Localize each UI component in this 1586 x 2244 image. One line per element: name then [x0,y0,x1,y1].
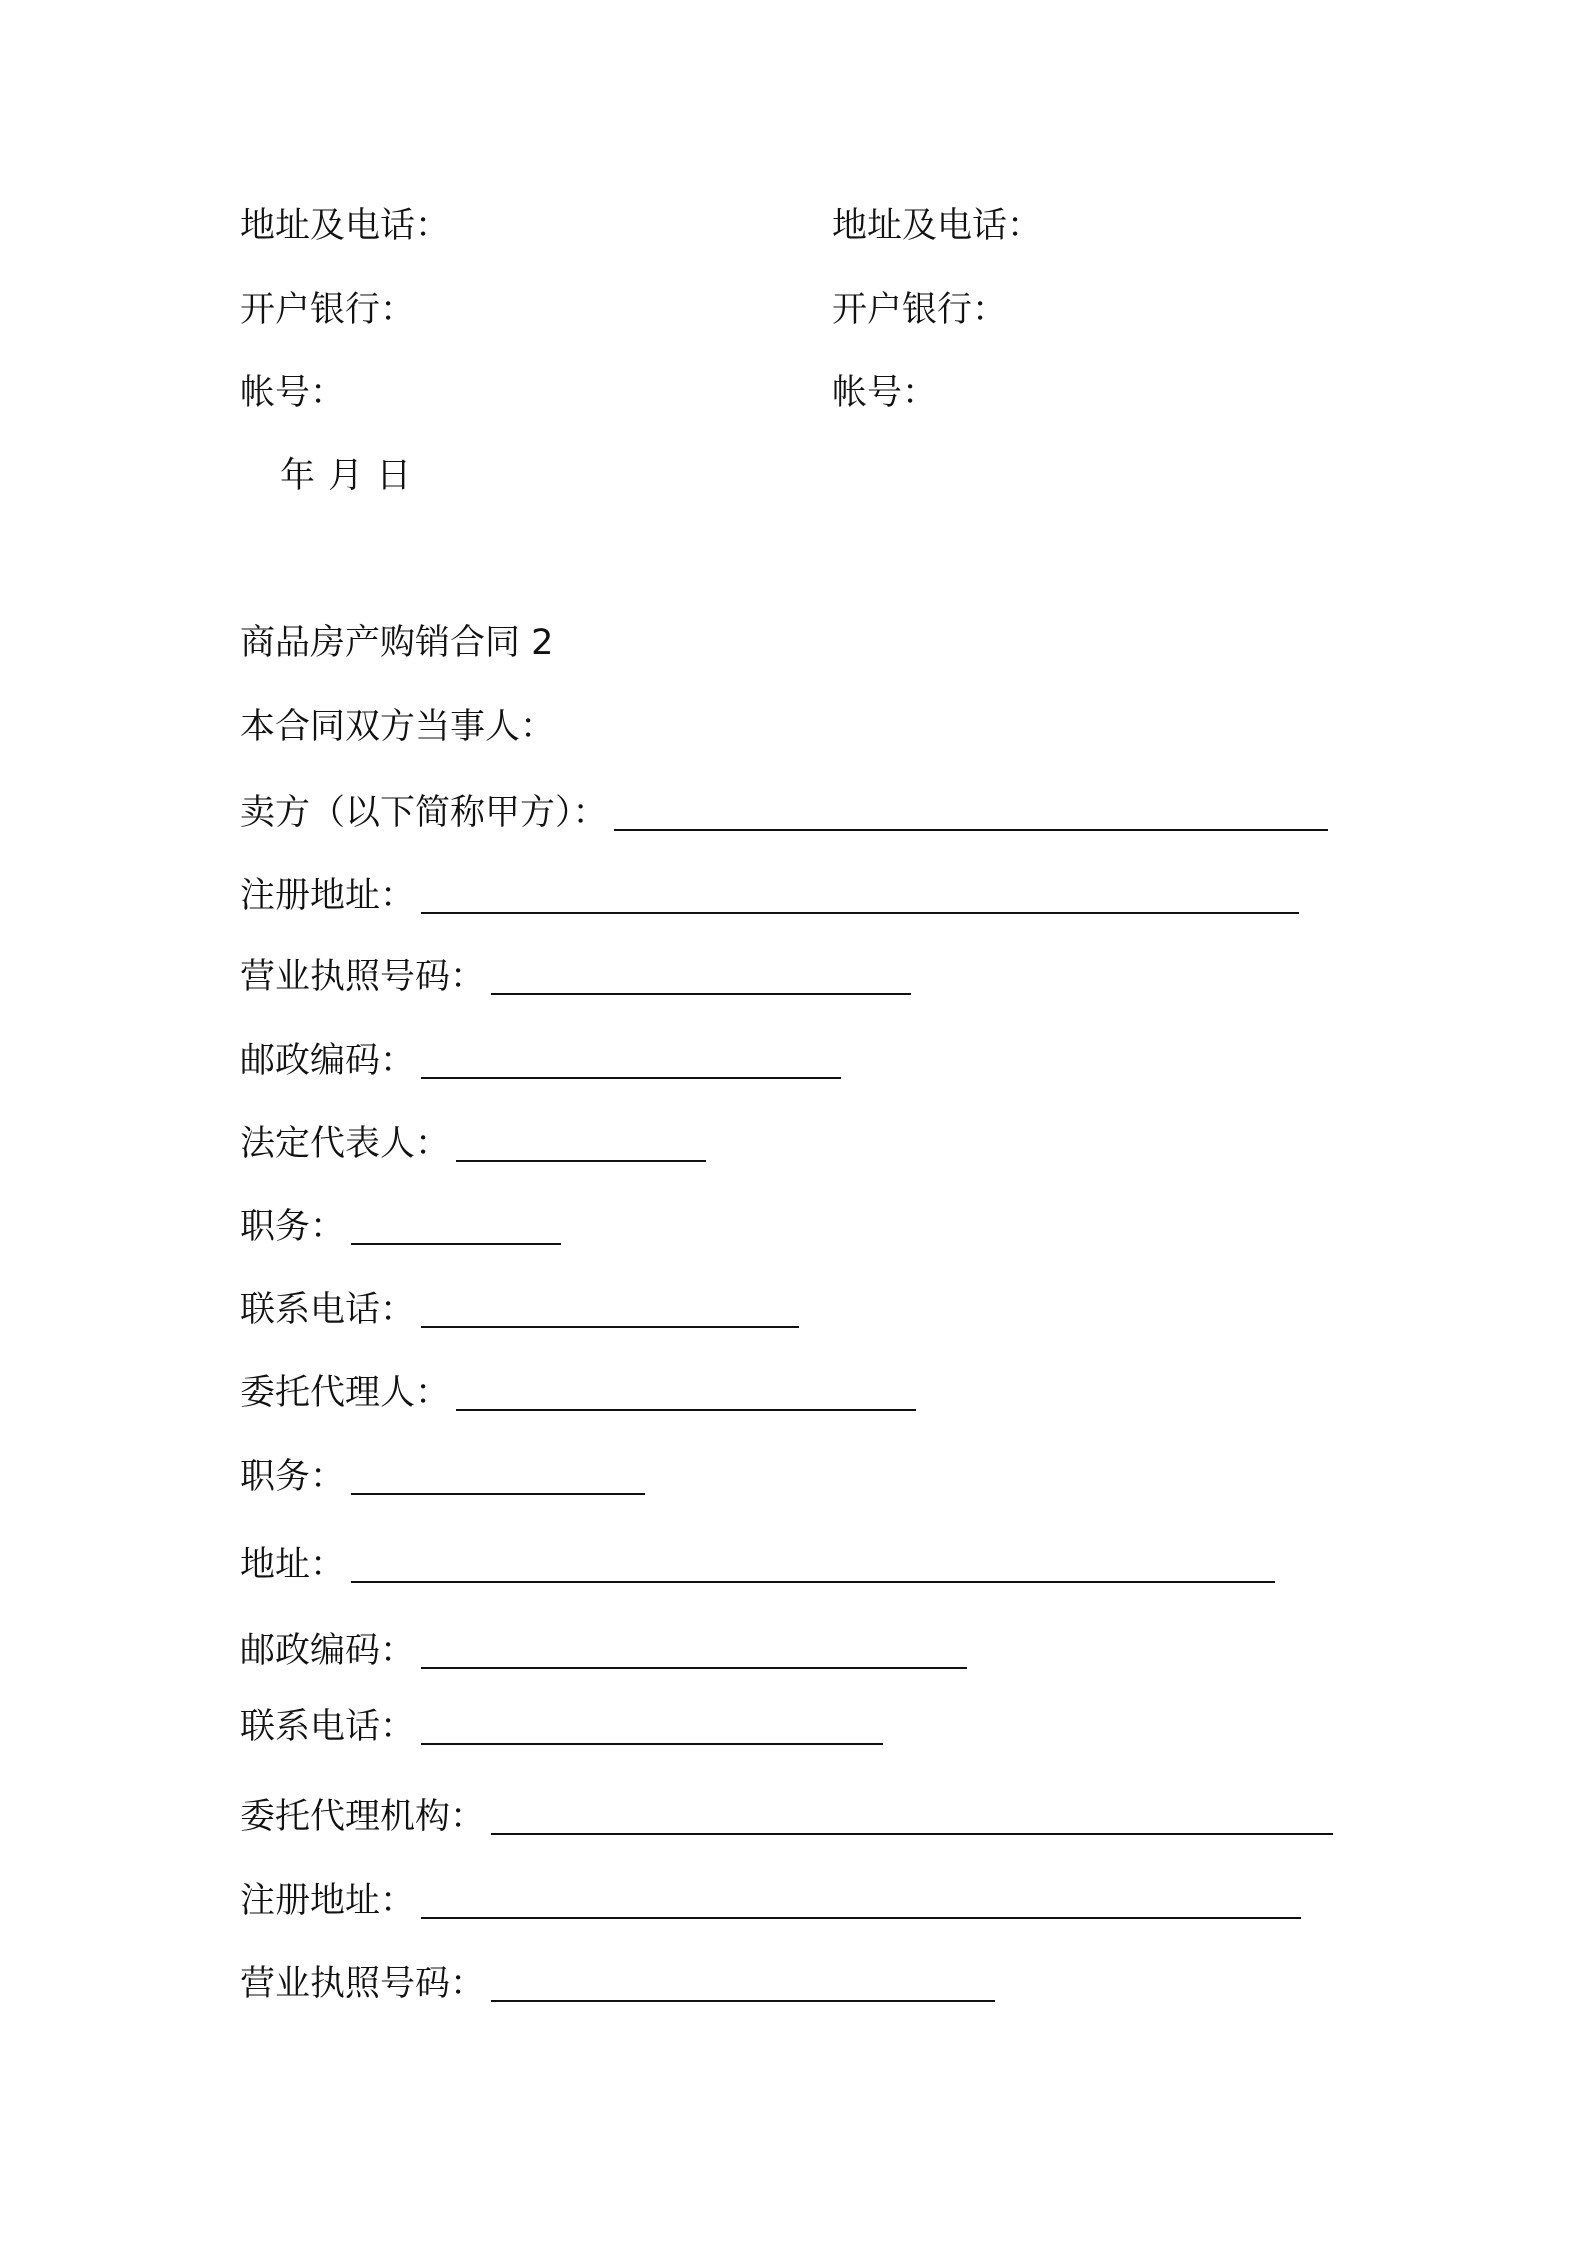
right-bank-label: 开户银行： [832,290,1008,330]
agency-registered-address-field-row [240,1881,1301,1921]
agency-business-license-blank-line[interactable] [491,2000,995,2002]
field-label: 职务： [240,1207,346,1247]
field-label: 委托代理机构： [240,1797,486,1837]
legal-representative-field-row [240,1124,706,1164]
right-address-phone-label: 地址及电话： [832,206,1043,246]
address-blank-line[interactable] [351,1581,1275,1583]
agency-field-row [240,1797,1333,1837]
field-label: 注册地址： [240,876,416,916]
authorized-agent-blank-line[interactable] [456,1409,916,1411]
contract-title: 商品房产购销合同 2 [240,623,554,663]
address-field-row [240,1545,1275,1585]
agent-contact-phone-field-row [240,1707,883,1747]
agent-position-field-row [240,1457,645,1497]
seller-field-row [240,793,1328,833]
registered-address-field-row [240,876,1299,916]
field-label: 联系电话： [240,1707,416,1747]
legal-representative-blank-line[interactable] [456,1160,706,1162]
left-account-label: 帐号： [240,373,346,413]
postal-code-field-row [240,1041,841,1081]
business-license-field-row [240,957,911,997]
authorized-agent-field-row [240,1373,916,1413]
field-label: 地址： [240,1545,346,1585]
field-label: 法定代表人： [240,1124,451,1164]
field-label: 委托代理人： [240,1373,451,1413]
seller-blank-line[interactable] [614,829,1328,831]
field-label: 邮政编码： [240,1041,416,1081]
agent-contact-phone-blank-line[interactable] [421,1743,883,1745]
left-bank-label: 开户银行： [240,290,416,330]
contact-phone-field-row [240,1290,799,1330]
position-blank-line[interactable] [351,1243,561,1245]
agent-position-blank-line[interactable] [351,1493,645,1495]
postal-code-blank-line[interactable] [421,1077,841,1079]
field-label: 卖方（以下简称甲方）： [240,793,608,833]
agency-registered-address-blank-line[interactable] [421,1917,1301,1919]
agent-postal-code-field-row [240,1631,967,1671]
registered-address-blank-line[interactable] [421,912,1299,914]
agency-business-license-field-row [240,1964,995,2004]
parties-heading: 本合同双方当事人： [240,707,556,747]
field-label: 营业执照号码： [240,957,486,997]
field-label: 联系电话： [240,1290,416,1330]
position-field-row [240,1207,561,1247]
field-label: 营业执照号码： [240,1964,486,2004]
right-account-label: 帐号： [832,373,938,413]
field-label: 职务： [240,1457,346,1497]
date-line: 年 月 日 [280,456,413,496]
agency-blank-line[interactable] [491,1833,1333,1835]
agent-postal-code-blank-line[interactable] [421,1667,967,1669]
field-label: 注册地址： [240,1881,416,1921]
business-license-blank-line[interactable] [491,993,911,995]
field-label: 邮政编码： [240,1631,416,1671]
contact-phone-blank-line[interactable] [421,1326,799,1328]
left-address-phone-label: 地址及电话： [240,206,451,246]
